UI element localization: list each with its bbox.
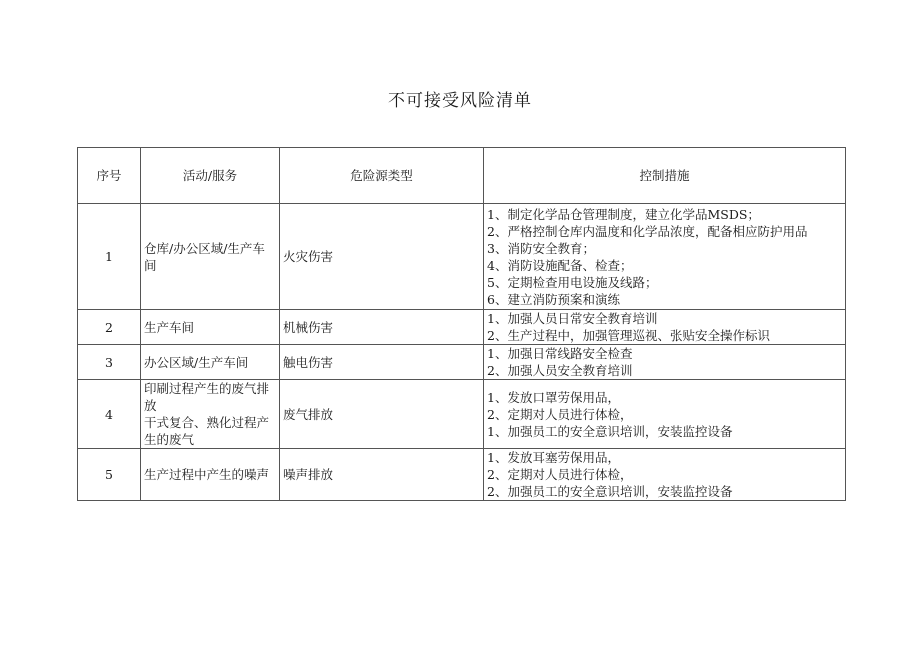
measure-item: 2、严格控制仓库内温度和化学品浓度，配备相应防护用品	[487, 223, 808, 239]
row-hazard: 废气排放	[280, 380, 484, 449]
measure-item: 1、加强日常线路安全检查	[487, 346, 633, 361]
row-activity	[141, 380, 280, 449]
row-measures	[484, 204, 846, 310]
measure-item: 6、建立消防预案和演练	[487, 291, 620, 307]
row-activity	[141, 449, 280, 501]
table-row	[78, 345, 846, 380]
header-control-measures: 控制措施	[484, 148, 846, 204]
row-hazard: 触电伤害	[280, 345, 484, 380]
table-row	[78, 380, 846, 449]
row-number: 4	[78, 380, 141, 449]
row-hazard: 机械伤害	[280, 310, 484, 345]
table-row	[78, 449, 846, 501]
row-hazard: 噪声排放	[280, 449, 484, 501]
measure-item: 5、定期检查用电设施及线路；	[487, 274, 658, 290]
measure-item: 1、加强人员日常安全教育培训	[487, 311, 658, 326]
activity-line: 办公区域/生产车间	[144, 354, 249, 370]
row-hazard: 火灾伤害	[280, 204, 484, 310]
row-number: 2	[78, 310, 141, 345]
measure-item: 1、发放耳塞劳保用品，	[487, 450, 620, 465]
row-measures	[484, 310, 846, 345]
row-measures	[484, 449, 846, 501]
activity-line: 仓库/办公区域/生产车间	[144, 240, 265, 273]
measure-item: 1、加强员工的安全意识培训，安装监控设备	[487, 423, 733, 439]
header-activity-service: 活动/服务	[141, 148, 280, 204]
document-title: 不可接受风险清单	[388, 91, 532, 111]
row-measures	[484, 380, 846, 449]
row-activity	[141, 204, 280, 310]
activity-line: 印刷过程产生的废气排放	[144, 381, 270, 413]
activity-line: 生产过程中产生的噪声	[144, 467, 270, 482]
measure-item: 2、定期对人员进行体检，	[487, 406, 633, 422]
measure-item: 1、发放口罩劳保用品，	[487, 389, 620, 405]
header-serial-number: 序号	[78, 148, 141, 204]
measure-item: 2、定期对人员进行体检，	[487, 467, 633, 482]
row-activity	[141, 345, 280, 380]
header-hazard-type: 危险源类型	[280, 148, 484, 204]
activity-line: 生产车间	[144, 319, 195, 335]
measure-item: 4、消防设施配备、检查；	[487, 257, 633, 273]
measure-item: 3、消防安全教育；	[487, 240, 595, 256]
table-row	[78, 204, 846, 310]
row-number: 1	[78, 204, 141, 310]
risk-table	[77, 147, 846, 501]
activity-line: 干式复合、熟化过程产生的废气	[144, 415, 270, 447]
table-row	[78, 310, 846, 345]
measure-item: 2、生产过程中，加强管理巡视、张贴安全操作标识	[487, 328, 770, 343]
measure-item: 2、加强员工的安全意识培训，安装监控设备	[487, 484, 733, 499]
measure-item: 1、制定化学品仓管理制度，建立化学品MSDS；	[487, 206, 760, 222]
table-header-row	[78, 148, 846, 204]
row-measures	[484, 345, 846, 380]
row-number: 3	[78, 345, 141, 380]
row-activity	[141, 310, 280, 345]
row-number: 5	[78, 449, 141, 501]
measure-item: 2、加强人员安全教育培训	[487, 363, 633, 378]
